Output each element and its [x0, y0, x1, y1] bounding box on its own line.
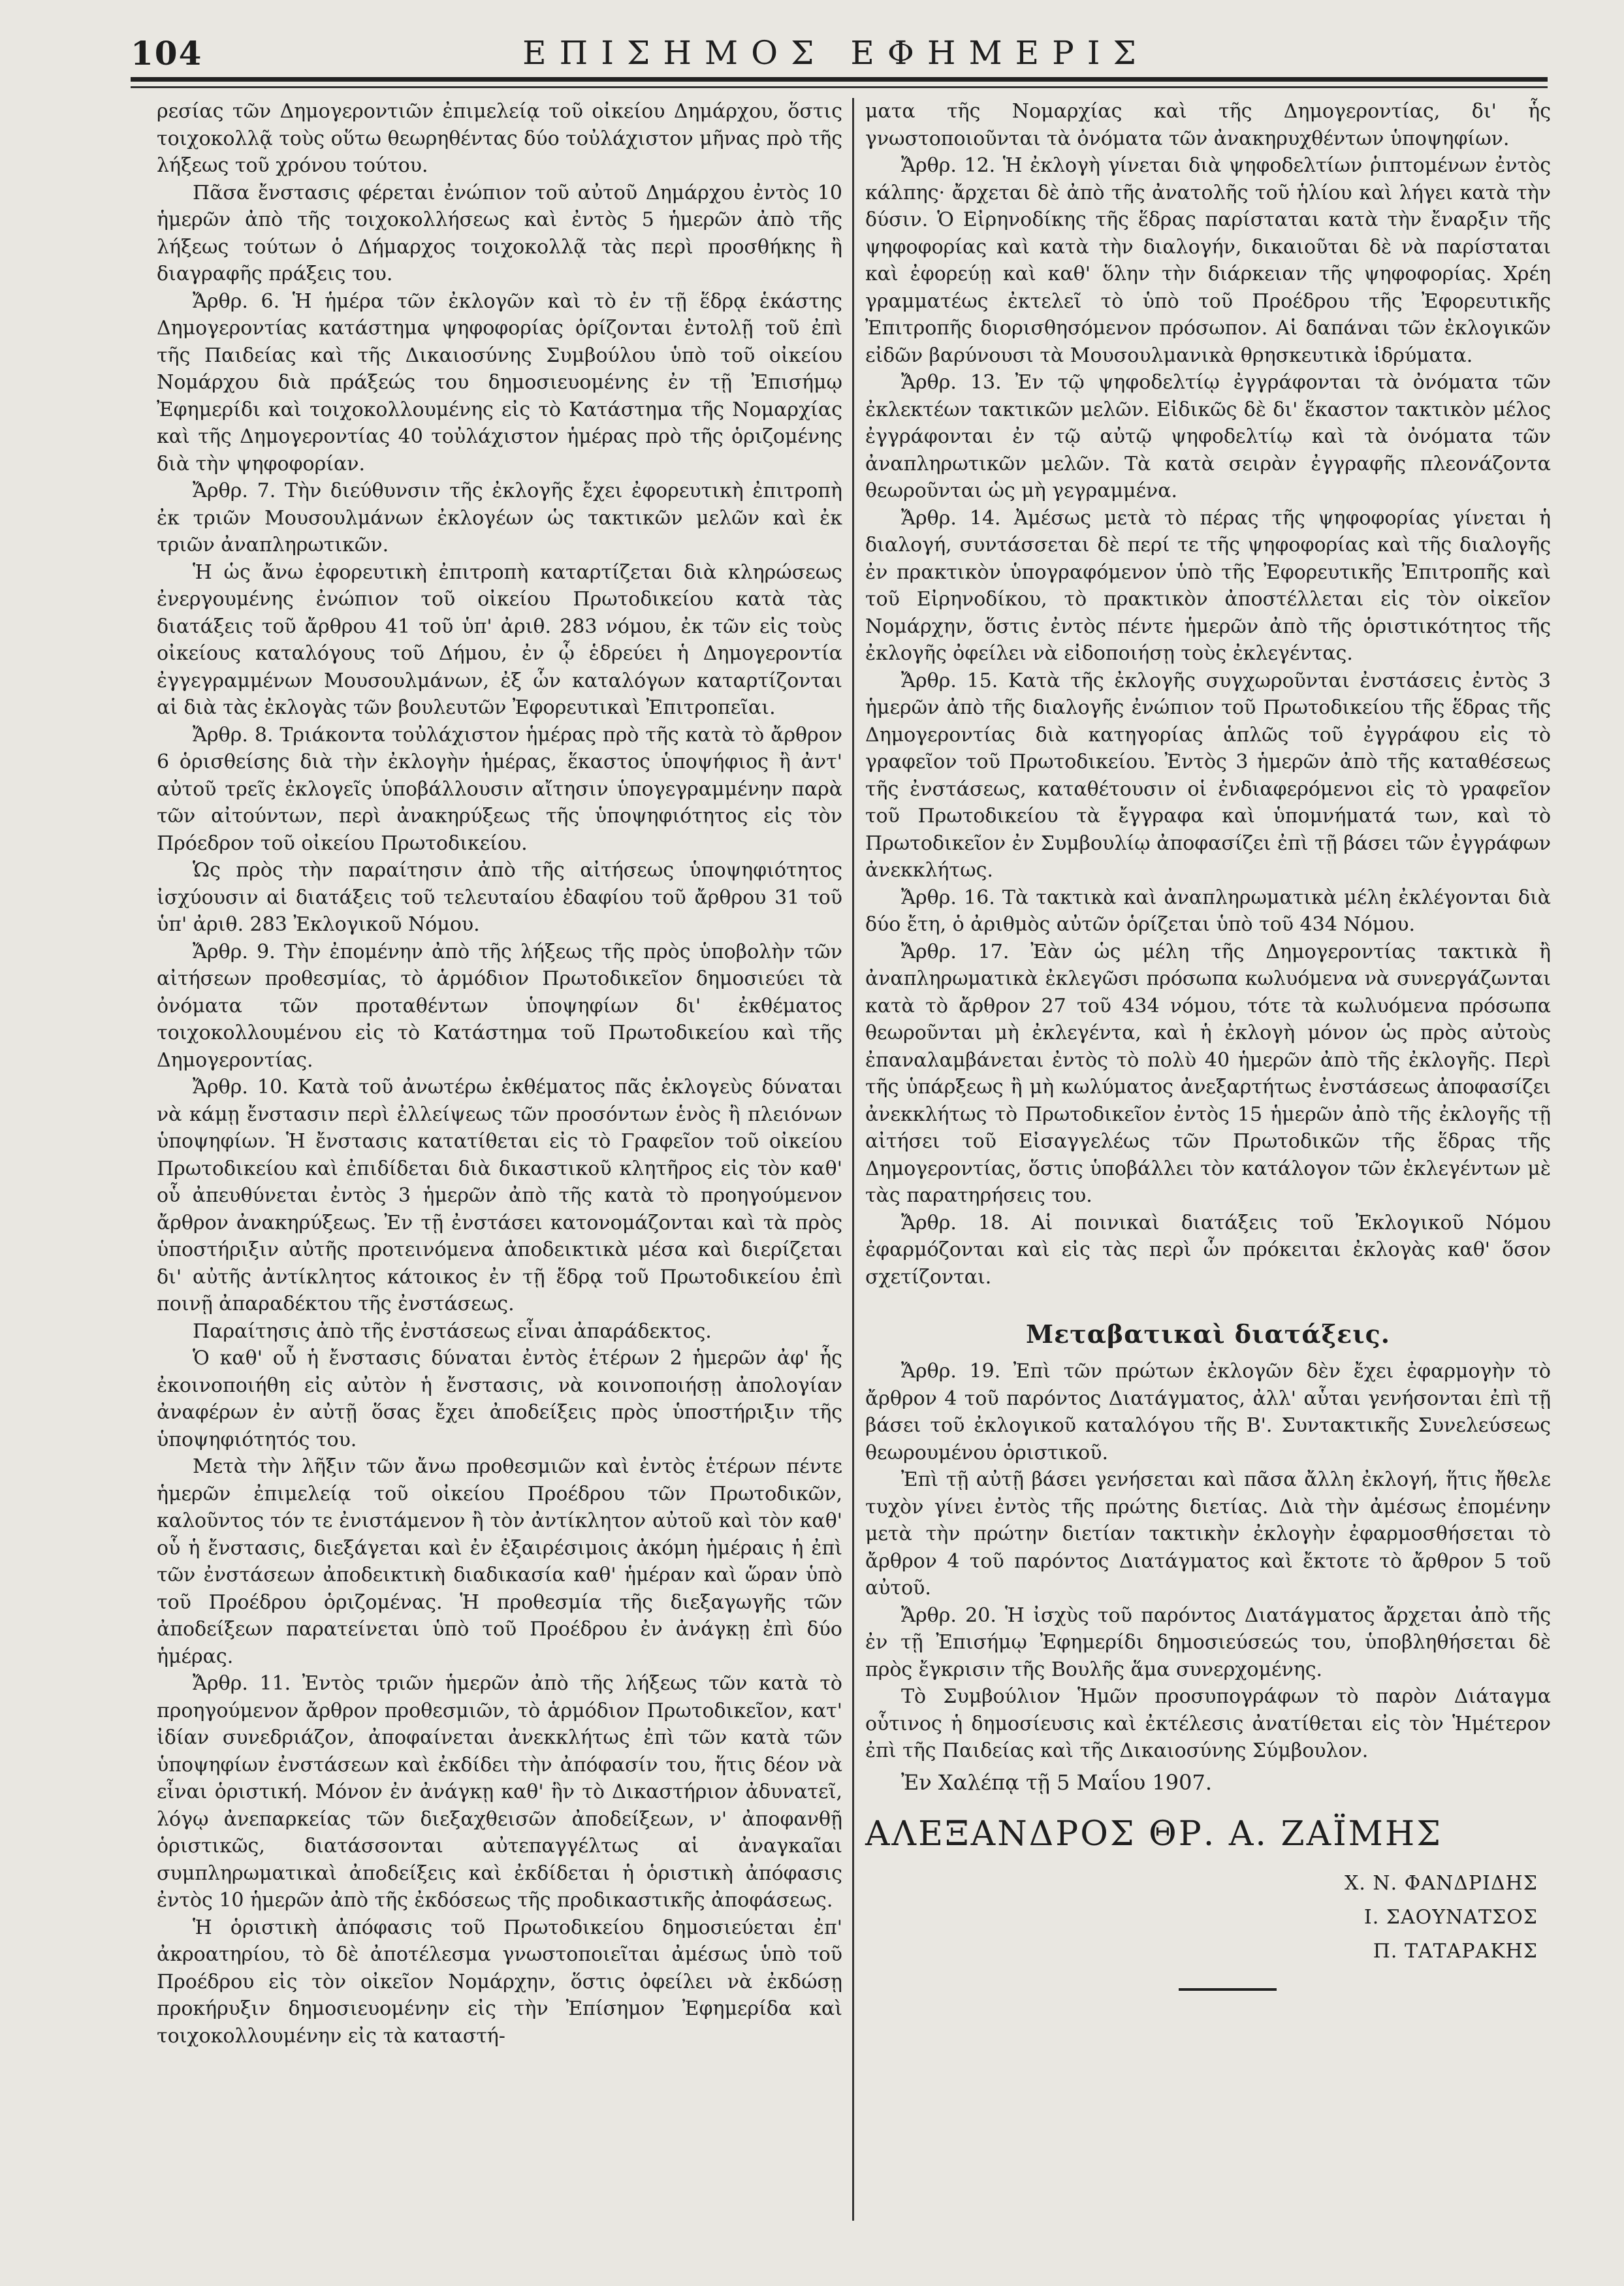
paragraph: Πᾶσα ἔνστασις φέρεται ἐνώπιον τοῦ αὐτοῦ Δημάρχου ἐντὸς 10 ἡμερῶν ἀπὸ τῆς τοιχοκολλήσεως καὶ ἐντὸς 5 ἡμερῶν ἀπὸ τῆς λήξεως τούτων ὁ Δήμαρχος τοιχοκολλᾷ τὰς περὶ προσθήκης ἢ διαγραφῆς πράξεις του.	[157, 181, 842, 285]
minister-signature: Π. ΤΑΤΑΡΑΚΗΣ	[1373, 1939, 1538, 1963]
article-18: Ἄρθρ. 18. Αἱ ποινικαὶ διατάξεις τοῦ Ἐκλογικοῦ Νόμου ἐφαρμόζονται καὶ εἰς τὰς περὶ ὧν πρόκειται ἐκλογὰς καθ' ὅσον σχετίζονται.	[865, 1211, 1551, 1289]
article-20: Ἄρθρ. 20. Ἡ ἰσχὺς τοῦ παρόντος Διατάγματος ἄρχεται ἀπὸ τῆς ἐν τῇ Ἐπισήμῳ Ἐφημερίδι δημοσιεύσεώς του, ὑποβληθήσεται δὲ πρὸς ἔγκρισιν τῆς Βουλῆς ἅμα συνερχομένης.	[865, 1603, 1551, 1681]
paragraph: Ἡ ὡς ἄνω ἐφορευτικὴ ἐπιτροπὴ καταρτίζεται διὰ κληρώσεως ἐνεργουμένης ἐνώπιον τοῦ οἰκείου Πρωτοδικείου κατὰ τὰς διατάξεις τοῦ ἄρθρου 41 τοῦ ὑπ' ἀριθ. 283 νόμου, ἐκ τῶν εἰς τοὺς οἰκείους καταλόγους τοῦ Δήμου, ἐν ᾧ ἑδρεύει ἡ Δημογεροντία ἐγγεγραμμένων Μουσουλμάνων, ἐξ ὧν καταλόγων καταρτίζονται αἱ διὰ τὰς ἐκλογὰς τῶν βουλευτῶν Ἐφορευτικαὶ Ἐπιτροπεῖαι.	[157, 560, 842, 719]
article-10: Ἄρθρ. 10. Κατὰ τοῦ ἀνωτέρω ἐκθέματος πᾶς ἐκλογεὺς δύναται νὰ κάμῃ ἔνστασιν περὶ ἐλλείψεως τῶν προσόντων ἑνὸς ἢ πλειόνων ὑποψηφίων. Ἡ ἔνστασις κατατίθεται εἰς τὸ Γραφεῖον τοῦ οἰκείου Πρωτοδικείου καὶ ἐπιδίδεται διὰ δικαστικοῦ κλητῆρος εἰς τὸν καθ' οὗ ἀπευθύνεται ἐντὸς 3 ἡμερῶν ἀπὸ τῆς κατὰ τὸ προηγούμενον ἄρθρον ἀνακηρύξεως. Ἐν τῇ ἐνστάσει κατονομάζονται καὶ τὰ πρὸς ὑποστήριξιν αὐτῆς προτεινόμενα ἀποδεικτικὰ μέσα καὶ διερίζεται δι' αὐτῆς ἀντίκλητος κάτοικος ἐν τῇ ἕδρᾳ τοῦ Πρωτοδικείου ἐπὶ ποινῇ ἀπαραδέκτου τῆς ἐνστάσεως.	[157, 1076, 842, 1315]
article-15: Ἄρθρ. 15. Κατὰ τῆς ἐκλογῆς συγχωροῦνται ἐνστάσεις ἐντὸς 3 ἡμερῶν ἀπὸ τῆς διαλογῆς ἐνώπιον τοῦ Πρωτοδικείου τῆς ἕδρας τῆς Δημογεροντίας διὰ κατηγορίας ἁπλῶς τοῦ ἐγγράφου εἰς τὸ γραφεῖον τοῦ Πρωτοδικείου. Ἐντὸς 3 ἡμερῶν ἀπὸ τῆς καταθέσεως τῆς ἐνστάσεως, καταθέτουσιν οἱ ἐνδιαφερόμενοι εἰς τὸ γραφεῖον τοῦ Πρωτοδικείου τὰ ἔγγραφα καὶ ὑπομνήματά των, καὶ τὸ Πρωτοδικεῖον ἐν Συμβουλίῳ ἀποφασίζει ἐπὶ τῇ βάσει τῶν ἐγγράφων ἀνεκκλήτως.	[865, 669, 1551, 882]
column-divider	[852, 98, 854, 2221]
article-11: Ἄρθρ. 11. Ἐντὸς τριῶν ἡμερῶν ἀπὸ τῆς λήξεως τῶν κατὰ τὸ προηγούμενον ἄρθρον προθεσμιῶν, τὸ ἁρμόδιον Πρωτοδικεῖον, κατ' ἰδίαν συνεδριάζον, ἀποφαίνεται ἀνεκκλήτως ἐπὶ τῶν κατὰ τῶν ὑποψηφίων ἐνστάσεων καὶ ἐκδίδει τὴν ἀπόφασίν του, ἥτις δέον νὰ εἶναι ὁριστική. Μόνον ἐν ἀνάγκῃ καθ' ἣν τὸ Δικαστήριον ἀδυνατεῖ, λόγῳ ἀνεπαρκείας τῶν διεξαχθεισῶν ἀποδείξεων, ν' ἀποφανθῇ ὁριστικῶς, διατάσσονται αὐτεπαγγέλτως αἱ ἀναγκαῖαι συμπληρωματικαὶ ἀποδείξεις καὶ ἐκδίδεται ἡ ὁριστικὴ ἀπόφασις ἐντὸς 10 ἡμερῶν ἀπὸ τῆς ἐκδόσεως τῆς προδικαστικῆς ἀποφάσεως.	[157, 1672, 842, 1912]
journal-title: ΕΠΙΣΗΜΟΣ ΕΦΗΜΕΡΙΣ	[522, 34, 1149, 72]
paragraph: ματα τῆς Νομαρχίας καὶ τῆς Δημογεροντίας, δι' ἧς γνωστοποιοῦνται τὰ ὀνόματα τῶν ἀνακηρυχθέντων ὑποψηφίων.	[865, 100, 1551, 150]
right-column	[865, 98, 1551, 1991]
transitional-provisions-heading: Μεταβατικαὶ διατάξεις.	[1026, 1319, 1390, 1349]
left-column	[157, 98, 842, 2050]
article-17: Ἄρθρ. 17. Ἐὰν ὡς μέλη τῆς Δημογεροντίας τακτικὰ ἢ ἀναπληρωματικὰ ἐκλεγῶσι πρόσωπα κωλυόμενα νὰ συνεργάζωνται κατὰ τὸ ἄρθρον 27 τοῦ 434 νόμου, τότε τὰ κωλυόμενα πρόσωπα θεωροῦνται μὴ ἐκλεγέντα, καὶ ἡ ἐκλογὴ μόνον ὡς πρὸς αὐτοὺς ἐπαναλαμβάνεται ἐντὸς τὸ πολὺ 40 ἡμερῶν ἀπὸ τῆς ἐκλογῆς. Περὶ τῆς ὑπάρξεως ἢ μὴ κωλύματος ἀνεξαρτήτως ἐνστάσεως ἀποφασίζει ἀνεκκλήτως τὸ Πρωτοδικεῖον ἐντὸς 15 ἡμερῶν ἀπὸ τῆς ἐκλογῆς τῇ αἰτήσει τοῦ Εἰσαγγελέως τῶν Πρωτοδικῶν τῆς ἕδρας τῆς Δημογεροντίας, ὅστις ὑποβάλλει τὸν κατάλογον τῶν ἐκλεγέντων μὲ τὰς παρατηρήσεις του.	[865, 940, 1551, 1207]
header-rule	[131, 77, 1548, 82]
page-header	[124, 34, 1548, 73]
closing-rule	[1179, 1988, 1277, 1991]
article-13: Ἄρθρ. 13. Ἐν τῷ ψηφοδελτίῳ ἐγγράφονται τὰ ὀνόματα τῶν ἐκλεκτέων τακτικῶν μελῶν. Εἰδικῶς δὲ δι' ἕκαστον τακτικὸν μέλος ἐγγράφονται ἐν τῷ αὐτῷ ψηφοδελτίῳ καὶ τὰ ὀνόματα τῶν ἀναπληρωτικῶν μελῶν. Τὰ κατὰ σειρὰν ἐγγραφῆς πλεονάζοντα θεωροῦνται ὡς μὴ γεγραμμένα.	[865, 371, 1551, 502]
minister-signature: Ι. ΣΑΟΥΝΑΤΣΟΣ	[1363, 1905, 1538, 1929]
minister-signature: Χ. Ν. ΦΑΝΔΡΙΔΗΣ	[1344, 1871, 1538, 1895]
article-7: Ἄρθρ. 7. Τὴν διεύθυνσιν τῆς ἐκλογῆς ἔχει ἐφορευτικὴ ἐπιτροπὴ ἐκ τριῶν Μουσουλμάνων ἐκλογέων ὡς τακτικῶν μελῶν καὶ ἐκ τριῶν ἀναπληρωτικῶν.	[157, 479, 842, 556]
paragraph: Μετὰ τὴν λῆξιν τῶν ἄνω προθεσμιῶν καὶ ἐντὸς ἑτέρων πέντε ἡμερῶν ἐπιμελείᾳ τοῦ οἰκείου Προέδρου τῶν Πρωτοδικῶν, καλοῦντος τόν τε ἐνιστάμενον ἢ τὸν ἀντίκλητον αὐτοῦ καὶ τὸν καθ' οὗ ἡ ἔνστασις, διεξάγεται καὶ ἐν ἐξαιρέσιμοις ἀκόμη ἡμέραις ἡ ἐπὶ τῶν ἐνστάσεων ἀποδεικτικὴ διαδικασία καθ' ἡμέραν καὶ ὥραν ὑπὸ τοῦ Προέδρου ὁριζομένας. Ἡ προθεσμία τῆς διεξαγωγῆς τῶν ἀποδείξεων παρατείνεται ὑπὸ τοῦ Προέδρου ἐν ἀνάγκῃ ἐπὶ δύο ἡμέρας.	[157, 1455, 842, 1668]
article-14: Ἄρθρ. 14. Ἀμέσως μετὰ τὸ πέρας τῆς ψηφοφορίας γίνεται ἡ διαλογή, συντάσσεται δὲ περί τε τῆς ψηφοφορίας καὶ τῆς διαλογῆς ἐν πρακτικὸν ὑπογραφόμενον ὑπὸ τῆς Ἐφορευτικῆς Ἐπιτροπῆς καὶ τοῦ Εἰρηνοδίκου, τὸ πρακτικὸν ἀποστέλλεται εἰς τὸν οἰκεῖον Νομάρχην, ὅστις ἐντὸς πέντε ἡμερῶν ἀπὸ τῆς ὁριστικότητος τῆς ἐκλογῆς ὀφείλει νὰ εἰδοποιήσῃ τοὺς ἐκλεγέντας.	[865, 506, 1551, 665]
page-number: 104	[131, 34, 203, 72]
date-line: Ἐν Χαλέπᾳ τῇ 5 Μαΐου 1907.	[901, 1769, 1212, 1795]
paragraph: Ἡ ὁριστικὴ ἀπόφασις τοῦ Πρωτοδικείου δημοσιεύεται ἐπ' ἀκροατηρίου, τὸ δὲ ἀποτέλεσμα γνωστοποιεῖται ἀμέσως ὑπὸ τοῦ Προέδρου εἰς τὸν οἰκεῖον Νομάρχην, ὅστις ὀφείλει νὰ ἐκδώσῃ προκήρυξιν δημοσιευομένην εἰς τὴν Ἐπίσημον Ἐφημερίδα καὶ τοιχοκολλουμένην εἰς τὰ καταστή-	[157, 1916, 842, 2048]
paragraph: Ὁ καθ' οὗ ἡ ἔνστασις δύναται ἐντὸς ἑτέρων 2 ἡμερῶν ἀφ' ἧς ἐκοινοποιήθη εἰς αὐτὸν ἡ ἔνστασις, νὰ κοινοποιήσῃ ἀπολογίαν ἀναφέρων ἐν αὐτῇ ὅσας ἔχει ἀποδείξεις πρὸς ὑποστήριξιν τῆς ὑποψηφιότητός του.	[157, 1347, 842, 1451]
article-19: Ἄρθρ. 19. Ἐπὶ τῶν πρώτων ἐκλογῶν δὲν ἔχει ἐφαρμογὴν τὸ ἄρθρον 4 τοῦ παρόντος Διατάγματος, ἀλλ' αὗται γενήσονται ἐπὶ τῇ βάσει τοῦ ἐκλογικοῦ καταλόγου τῆς Β'. Συντακτικῆς Συνελεύσεως θεωρουμένου ὁριστικοῦ.	[865, 1360, 1551, 1464]
paragraph: Παραίτησις ἀπὸ τῆς ἐνστάσεως εἶναι ἀπαράδεκτος.	[193, 1319, 712, 1343]
article-12: Ἄρθρ. 12. Ἡ ἐκλογὴ γίνεται διὰ ψηφοδελτίων ῥιπτομένων ἐντὸς κάλπης· ἄρχεται δὲ ἀπὸ τῆς ἀνατολῆς τοῦ ἡλίου καὶ λήγει κατὰ τὴν δύσιν. Ὁ Εἰρηνοδίκης τῆς ἕδρας παρίσταται κατὰ τὴν ἔναρξιν τῆς ψηφοφορίας καὶ κατὰ τὴν διαλογήν, δικαιοῦται δὲ νὰ παρίσταται καὶ ἐφορεύῃ καὶ καθ' ὅλην τὴν διάρκειαν τῆς ψηφοφορίας. Χρέη γραμματέως ἐκτελεῖ τὸ ὑπὸ τοῦ Προέδρου τῆς Ἐφορευτικῆς Ἐπιτροπῆς διορισθησόμενον πρόσωπον. Αἱ δαπάναι τῶν ἐκλογικῶν εἰδῶν βαρύνουσι τὰ Μουσουλμανικὰ θρησκευτικὰ ἱδρύματα.	[865, 154, 1551, 367]
signatory: ΑΛΕΞΑΝΔΡΟΣ ΘΡ. Α. ΖΑΪΜΗΣ	[865, 1814, 1443, 1854]
article-8: Ἄρθρ. 8. Τριάκοντα τοὐλάχιστον ἡμέρας πρὸ τῆς κατὰ τὸ ἄρθρον 6 ὁρισθείσης διὰ τὴν ἐκλογὴν ἡμέρας, ἕκαστος ὑποψήφιος ἢ ἀντ' αὐτοῦ τρεῖς ἐκλογεῖς ὑποβάλλουσιν αἴτησιν ὑπογεγραμμένην παρὰ τῶν αἰτούντων, περὶ ἀνακηρύξεως τῆς ὑποψηφιότητος εἰς τὸν Πρόεδρον τοῦ οἰκείου Πρωτοδικείου.	[157, 723, 842, 855]
paragraph: Τὸ Συμβούλιον Ἡμῶν προσυπογράφων τὸ παρὸν Διάταγμα οὗτινος ἡ δημοσίευσις καὶ ἐκτέλεσις ἀνατίθεται εἰς τὸν Ἡμέτερον ἐπὶ τῆς Παιδείας καὶ τῆς Δικαιοσύνης Σύμβουλον.	[865, 1685, 1551, 1762]
article-9: Ἄρθρ. 9. Τὴν ἐπομένην ἀπὸ τῆς λήξεως τῆς πρὸς ὑποβολὴν τῶν αἰτήσεων προθεσμίας, τὸ ἁρμόδιον Πρωτοδικεῖον δημοσιεύει τὰ ὀνόματα τῶν προταθέντων ὑποψηφίων δι' ἐκθέματος τοιχοκολλουμένου εἰς τὸ Κατάστημα τοῦ Πρωτοδικείου καὶ τῆς Δημογεροντίας.	[157, 940, 842, 1072]
paragraph: Ὡς πρὸς τὴν παραίτησιν ἀπὸ τῆς αἰτήσεως ὑποψηφιότητος ἰσχύουσιν αἱ διατάξεις τοῦ τελευταίου ἐδαφίου τοῦ ἄρθρου 31 τοῦ ὑπ' ἀριθ. 283 Ἐκλογικοῦ Νόμου.	[157, 859, 842, 936]
article-6: Ἄρθρ. 6. Ἡ ἡμέρα τῶν ἐκλογῶν καὶ τὸ ἐν τῇ ἕδρᾳ ἑκάστης Δημογεροντίας κατάστημα ψηφοφορίας ὁρίζονται ἐντολῇ τοῦ ἐπὶ τῆς Παιδείας καὶ τῆς Δικαιοσύνης Συμβούλου ὑπὸ τοῦ οἰκείου Νομάρχου διὰ πράξεώς του δημοσιευομένης ἐν τῇ Ἐπισήμῳ Ἐφημερίδι καὶ τοιχοκολλουμένης εἰς τὸ Κατάστημα τῆς Νομαρχίας καὶ τῆς Δημογεροντίας 40 τοὐλάχιστον ἡμέρας πρὸ τῆς ὁριζομένης διὰ τὴν ψηφοφορίαν.	[157, 289, 842, 475]
article-16: Ἄρθρ. 16. Τὰ τακτικὰ καὶ ἀναπληρωματικὰ μέλη ἐκλέγονται διὰ δύο ἔτη, ὁ ἀριθμὸς αὐτῶν ὁρίζεται ὑπὸ τοῦ 434 Νόμου.	[865, 886, 1551, 936]
paragraph: ρεσίας τῶν Δημογεροντιῶν ἐπιμελείᾳ τοῦ οἰκείου Δημάρχου, ὅστις τοιχοκολλᾷ τοὺς οὕτω θεωρηθέντας δύο τοὐλάχιστον μῆνας πρὸ τῆς λήξεως τοῦ χρόνου τούτου.	[157, 100, 842, 177]
paragraph: Ἐπὶ τῇ αὐτῇ βάσει γενήσεται καὶ πᾶσα ἄλλη ἐκλογή, ἥτις ἤθελε τυχὸν γίνει ἐντὸς τῆς πρώτης διετίας. Διὰ τὴν ἀμέσως ἐπομένην μετὰ τὴν πρώτην διετίαν τακτικὴν ἐκλογὴν ἐφαρμοσθήσεται τὸ ἄρθρον 4 τοῦ παρόντος Διατάγματος καὶ ἔκτοτε τὸ ἄρθρον 5 τοῦ αὐτοῦ.	[865, 1468, 1551, 1600]
header-rule-thin	[131, 86, 1548, 88]
